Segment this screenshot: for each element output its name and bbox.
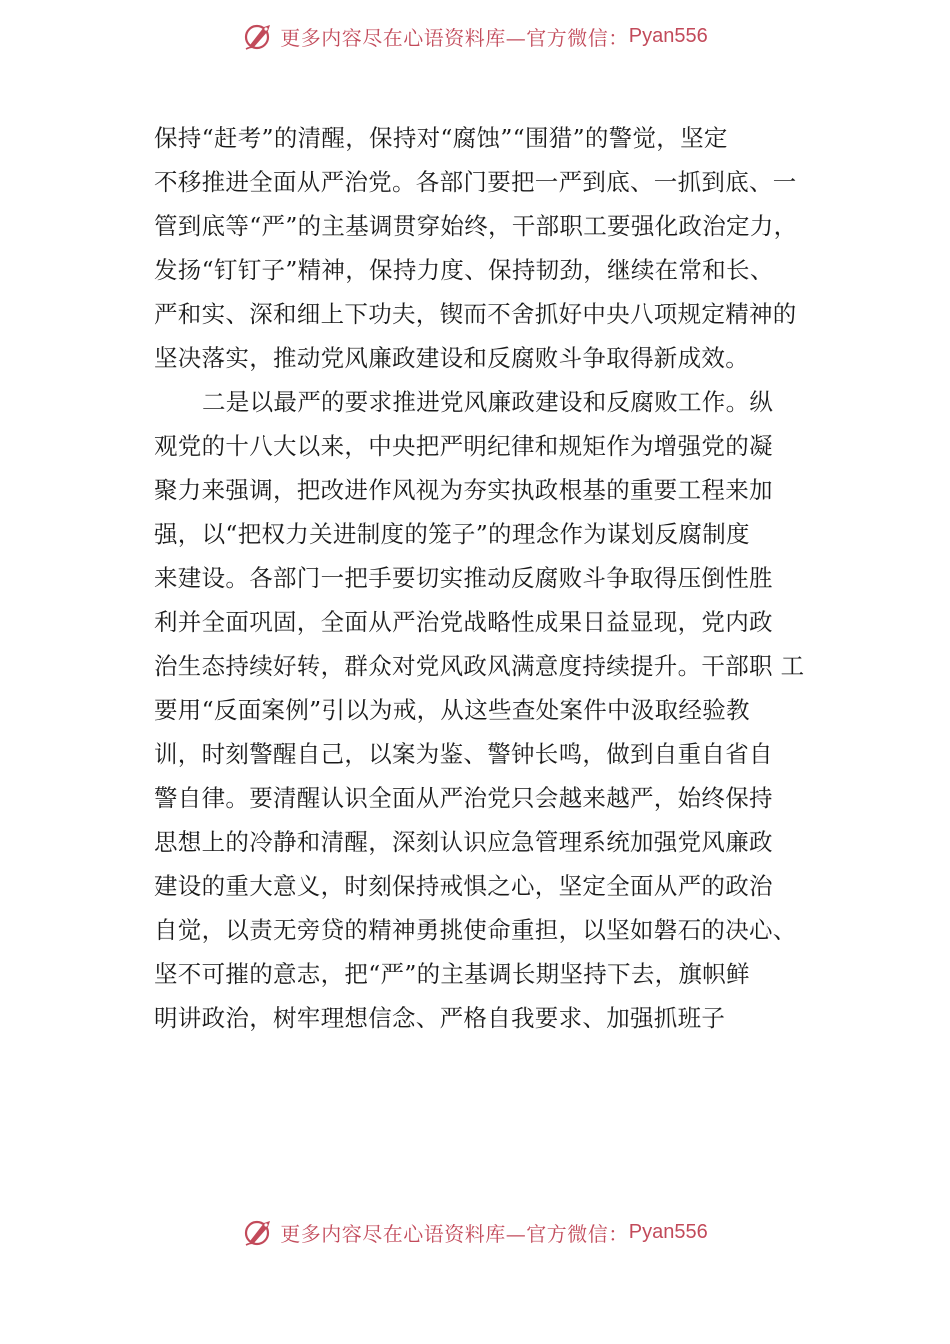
header-watermark bbox=[0, 16, 950, 56]
paragraph-start-line: 二是以最严的要求推进党风廉政建设和反腐败工作。纵 bbox=[202, 388, 774, 416]
footer-watermark-text: 更多内容尽在心语资料库—官方微信： bbox=[280, 1221, 629, 1246]
text-line: 要用“反面案例”引以为戒，从这些查处案件中汲取经验教 bbox=[154, 696, 750, 724]
document-body bbox=[154, 116, 844, 1040]
pen-nib-logo-icon bbox=[242, 19, 276, 53]
text-line: 自觉，以责无旁贷的精神勇挑使命重担，以坚如磐石的决心、 bbox=[154, 916, 797, 944]
text-line: 利并全面巩固，全面从严治党战略性成果日益显现，党内政 bbox=[154, 608, 773, 636]
text-line: 来建设。各部门一把手要切实推动反腐败斗争取得压倒性胜 bbox=[154, 564, 773, 592]
text-line: 管到底等“严”的主基调贯穿始终，干部职工要强化政治定力， bbox=[154, 212, 798, 240]
text-line: 聚力来强调，把改进作风视为夯实执政根基的重要工程来加 bbox=[154, 476, 773, 504]
header-watermark-text: 更多内容尽在心语资料库—官方微信： bbox=[280, 25, 629, 50]
text-line: 警自律。要清醒认识全面从严治党只会越来越严，始终保持 bbox=[154, 784, 773, 812]
text-line: 坚不可摧的意志，把“严”的主基调长期坚持下去，旗帜鲜 bbox=[154, 960, 750, 988]
text-line: 坚决落实，推动党风廉政建设和反腐败斗争取得新成效。 bbox=[154, 344, 749, 372]
text-line: 思想上的冷静和清醒，深刻认识应急管理系统加强党风廉政 bbox=[154, 828, 773, 856]
text-line: 观党的十八大以来，中央把严明纪律和规矩作为增强党的凝 bbox=[154, 432, 773, 460]
text-line: 明讲政治，树牢理想信念、严格自我要求、加强抓班子 bbox=[154, 1004, 726, 1032]
text-line: 训，时刻警醒自己，以案为鉴、警钟长鸣，做到自重自省自 bbox=[154, 740, 773, 768]
text-line: 建设的重大意义，时刻保持戒惧之心，坚定全面从严的政治 bbox=[154, 872, 773, 900]
pen-nib-logo-icon bbox=[242, 1215, 276, 1249]
text-line: 强，以“把权力关进制度的笼子”的理念作为谋划反腐制度 bbox=[154, 520, 750, 548]
text-line: 发扬“钉钉子”精神，保持力度、保持韧劲，继续在常和长、 bbox=[154, 256, 774, 284]
header-wechat-id: Pyan556 bbox=[628, 24, 708, 47]
text-line: 治生态持续好转，群众对党风政风满意度持续提升。干部职 工 bbox=[154, 652, 805, 680]
footer-watermark bbox=[0, 1212, 950, 1252]
text-line: 不移推进全面从严治党。各部门要把一严到底、一抓到底、一 bbox=[154, 168, 797, 196]
text-line: 保持“赶考”的清醒，保持对“腐蚀”“围猎”的警觉，坚定 bbox=[154, 124, 728, 152]
text-line: 严和实、深和细上下功夫，锲而不舍抓好中央八项规定精神的 bbox=[154, 300, 797, 328]
footer-wechat-id: Pyan556 bbox=[628, 1220, 708, 1243]
